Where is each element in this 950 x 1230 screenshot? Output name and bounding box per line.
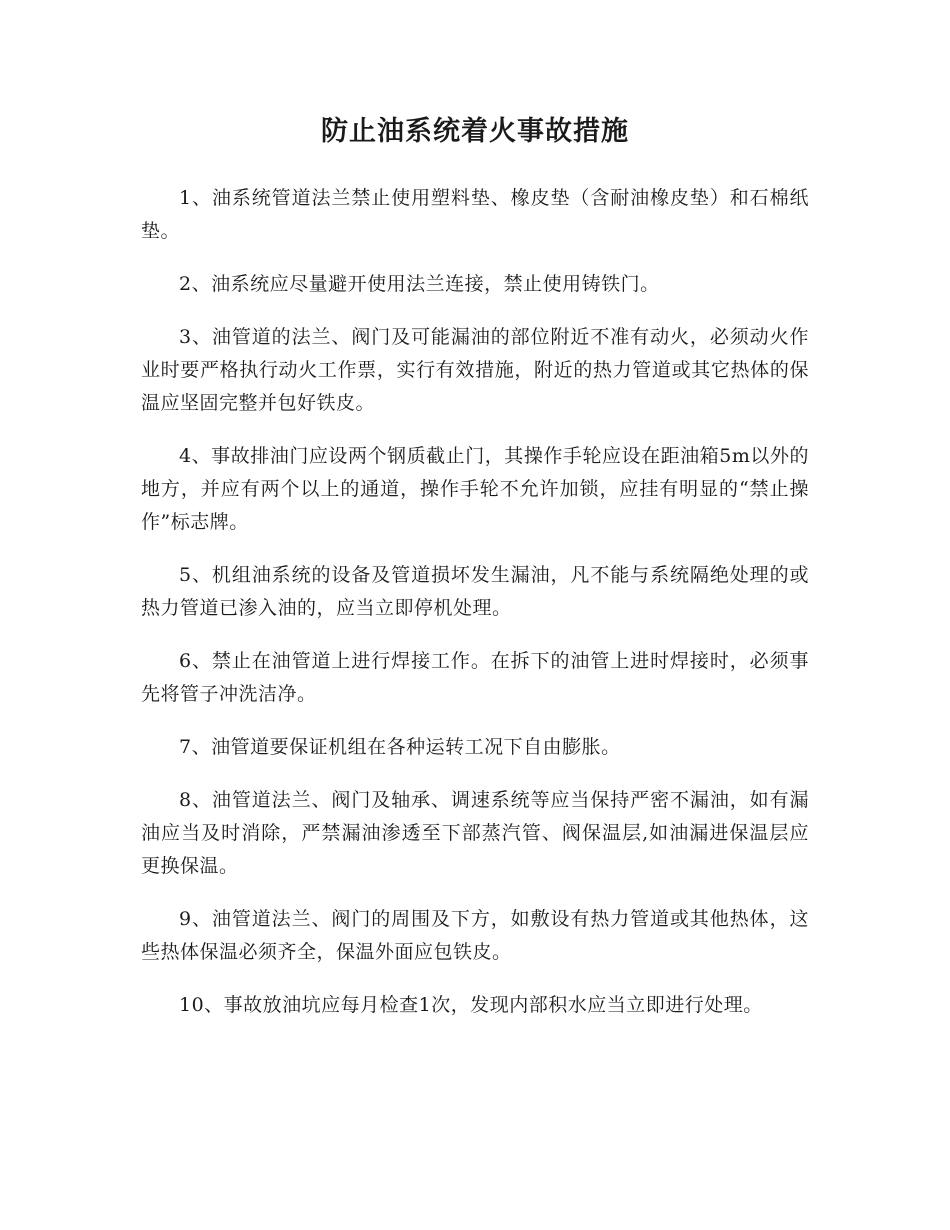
paragraph-5: 5、机组油系统的设备及管道损坏发生漏油，凡不能与系统隔绝处理的或热力管道已渗入油的，应当立即停机处理。 — [141, 564, 809, 619]
paragraph-9: 9、油管道法兰、阀门的周围及下方，如敷设有热力管道或其他热体，这些热体保温必须齐全，保温外面应包铁皮。 — [141, 908, 809, 963]
document-page — [141, 112, 809, 1042]
paragraph-8: 8、油管道法兰、阀门及轴承、调速系统等应当保持严密不漏油，如有漏油应当及时消除，严禁漏油渗透至下部蒸汽管、阀保温层,如油漏进保温层应更换保温。 — [141, 789, 809, 877]
paragraph-3: 3、油管道的法兰、阀门及可能漏油的部位附近不准有动火，必须动火作业时要严格执行动火工作票，实行有效措施，附近的热力管道或其它热体的保温应坚固完整并包好铁皮。 — [141, 326, 809, 414]
paragraph-7: 7、油管道要保证机组在各种运转工况下自由膨胀。 — [179, 736, 621, 758]
paragraph-6: 6、禁止在油管道上进行焊接工作。在拆下的油管上进时焊接时，必须事先将管子冲洗洁净。 — [141, 650, 809, 705]
paragraph-2: 2、油系统应尽量避开使用法兰连接，禁止使用铸铁门。 — [179, 273, 660, 295]
paragraph-1: 1、油系统管道法兰禁止使用塑料垫、橡皮垫（含耐油橡皮垫）和石棉纸垫。 — [141, 187, 809, 242]
document-title: 防止油系统着火事故措施 — [321, 116, 629, 147]
paragraph-4: 4、事故排油门应设两个钢质截止门，其操作手轮应设在距油箱5m以外的地方，并应有两个以上的通道，操作手轮不允许加锁，应挂有明显的“禁止操作”标志牌。 — [141, 445, 809, 533]
paragraph-10: 10、事故放油坑应每月检查1次，发现内部积水应当立即进行处理。 — [179, 994, 763, 1016]
